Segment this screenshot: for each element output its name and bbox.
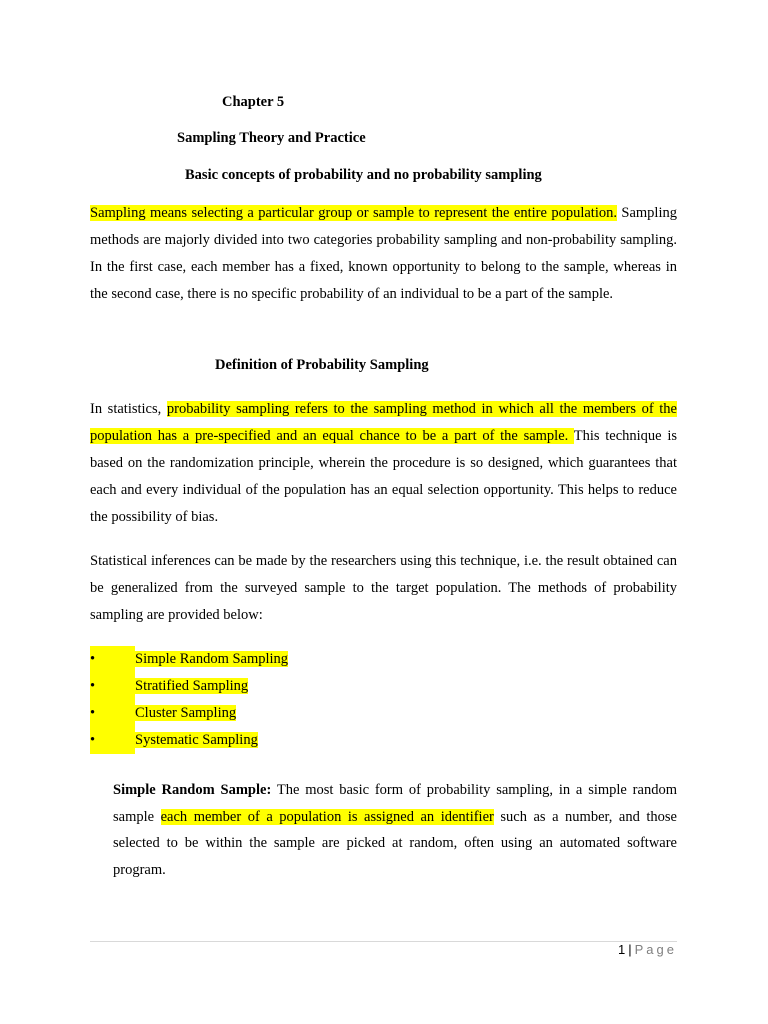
page-separator: |	[628, 942, 632, 957]
chapter-title: Sampling Theory and Practice	[177, 130, 366, 146]
page-word: Page	[634, 942, 677, 957]
intro-paragraph	[90, 200, 677, 308]
intro-highlight: Sampling means selecting a particular group or sample to represent the entire population.	[90, 205, 617, 221]
page-number: 1	[618, 942, 626, 957]
intro-text: Sampling methods are majorly divided into two categories probability sampling and non-probability sampling. In the first case, each member has a fixed, known opportunity to belong to the sample, whereas in the second case, there is no specific probability of an individual to be a part of the sample.	[90, 205, 677, 302]
footer-divider	[90, 941, 677, 942]
chapter-heading: Chapter 5	[222, 94, 285, 110]
list-item-label: Cluster Sampling	[135, 705, 237, 721]
page-footer	[618, 942, 677, 957]
definition-lead: In statistics,	[90, 401, 167, 417]
methods-list	[90, 646, 288, 754]
list-item-label: Stratified Sampling	[135, 678, 249, 694]
simple-random-text-end: such as a number, and those selected to be within the sample are picked at random, often using an automated software program.	[113, 808, 677, 879]
simple-random-text: The most basic form of probability sampling, in a simple random sample	[113, 782, 677, 825]
bullet-icon: •	[90, 700, 135, 727]
bullet-icon: •	[90, 673, 135, 700]
list-item	[90, 700, 288, 727]
simple-random-highlight: each member of a population is assigned an identifier	[160, 808, 494, 825]
bullet-icon: •	[90, 646, 135, 673]
list-item	[90, 646, 288, 673]
simple-random-label: Simple Random Sample:	[113, 782, 272, 798]
inference-paragraph: Statistical inferences can be made by the researchers using this technique, i.e. the result obtained can be generalized from the surveyed sample to the target population. The methods of probability sampling are provided below:	[90, 553, 677, 623]
definition-text: This technique is based on the randomization principle, wherein the procedure is so designed, which guarantees that each and every individual of the population has an equal selection opportunity. This helps to reduce the possibility of bias.	[90, 428, 677, 525]
simple-random-paragraph	[113, 777, 677, 884]
bullet-icon: •	[90, 727, 135, 754]
list-item-label: Simple Random Sampling	[135, 651, 289, 667]
list-item-label: Systematic Sampling	[135, 732, 258, 748]
definition-heading: Definition of Probability Sampling	[215, 357, 429, 373]
section-heading: Basic concepts of probability and no probability sampling	[185, 167, 542, 183]
list-item	[90, 673, 288, 700]
definition-highlight: probability sampling refers to the sampling method in which all the members of the population has a pre-specified and an equal chance to be a part of the sample.	[90, 401, 677, 444]
list-item	[90, 727, 288, 754]
definition-paragraph	[90, 396, 677, 531]
